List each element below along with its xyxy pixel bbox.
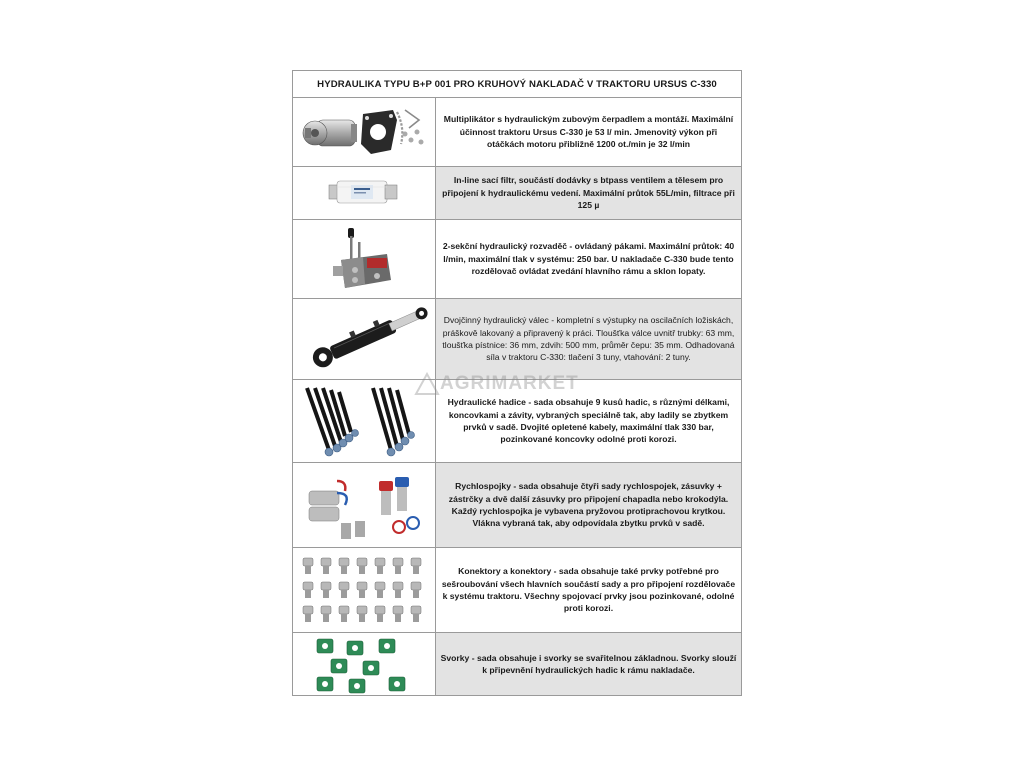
table-row xyxy=(293,380,741,463)
fitting-icon xyxy=(321,582,331,598)
row-description: Konektory a konektory - sada obsahuje také prvky potřebné pro sešroubování všech hlavních součástí sady a pro připojení rozdělovače k systému traktoru. Všechny spojovací prvky jsou pozinkované, odolné proti korozi. xyxy=(436,548,741,632)
fitting-icon xyxy=(375,582,385,598)
fitting-icon xyxy=(357,558,367,574)
watermark-text: AGRIMARKET xyxy=(440,373,579,394)
table-row xyxy=(293,633,741,695)
row-description: In-line sací filtr, součástí dodávky s btpass ventilem a tělesem pro připojení k hydraulickému vedení. Maximální průtok 55L/min, filtrace při 125 µ xyxy=(436,167,741,219)
product-table xyxy=(292,70,742,696)
filter-image xyxy=(293,167,436,219)
fitting-icon xyxy=(321,558,331,574)
fitting-icon xyxy=(339,558,349,574)
fitting-icon xyxy=(375,558,385,574)
fitting-icon xyxy=(339,606,349,622)
table-row xyxy=(293,98,741,167)
row-description: Dvojčinný hydraulický válec - kompletní s výstupky na oscilačních ložiskách, práškově lakovaný a připravený k práci. Tloušťka válce uvnitř trubky: 63 mm, tloušťka pístnice: 36 mm, zdvih: 500 mm, průměr čepu: 35 mm. Odhadovaná síla v traktoru C-330: tlačení 3 tuny, vtahování: 2 tuny. xyxy=(436,299,741,379)
fitting-icon xyxy=(339,582,349,598)
fitting-icon xyxy=(411,558,421,574)
fitting-icon xyxy=(411,582,421,598)
valve-image xyxy=(293,220,436,298)
table-row xyxy=(293,220,741,299)
row-description: Hydraulické hadice - sada obsahuje 9 kusů hadic, s různými délkami, koncovkami a závity, vybraných speciálně tak, aby ladily se zbytkem prvků v sadě. Dvojité opletené kabely, maximální tlak 330 bar, pozinkované koncovky odolné proti korozi. xyxy=(436,380,741,462)
fitting-icon xyxy=(393,582,403,598)
fitting-icon xyxy=(393,606,403,622)
clamps-image xyxy=(293,633,436,695)
table-row xyxy=(293,167,741,220)
quick-couplers-image xyxy=(293,463,436,547)
fitting-icon xyxy=(303,558,313,574)
row-description: 2-sekční hydraulický rozvaděč - ovládaný pákami. Maximální průtok: 40 l/min, maximální tlak v systému: 250 bar. U nakladače C-330 bude tento rozdělovač ovládat zvedání hlavního rámu a sklon lopaty. xyxy=(436,220,741,298)
row-description: Multiplikátor s hydraulickým zubovým čerpadlem a montáží. Maximální účinnost traktoru Ursus C-330 je 53 l/ min. Jmenovitý výkon při otáčkách motoru přibližně 1200 ot./min je 32 l/min xyxy=(436,98,741,166)
cylinder-image xyxy=(293,299,436,379)
row-description: Rychlospojky - sada obsahuje čtyři sady rychlospojek, zásuvky + zástrčky a dvě další zásuvky pro připojení chapadla nebo krokodýla. Každý rychlospojka je vybavena pryžovou protiprachovou krytkou. Vlákna vybraná tak, aby odpovídala zbytku prvků v sadě. xyxy=(436,463,741,547)
row-description: Svorky - sada obsahuje i svorky se svařitelnou základnou. Svorky slouží k připevnění hydraulických hadic k rámu nakladače. xyxy=(436,633,741,695)
fitting-icon xyxy=(411,606,421,622)
table-row xyxy=(293,299,741,380)
pump-with-bracket-image xyxy=(293,98,436,166)
fitting-icon xyxy=(303,582,313,598)
fitting-icon xyxy=(393,558,403,574)
hoses-image xyxy=(293,380,436,462)
table-row xyxy=(293,548,741,633)
fitting-icon xyxy=(321,606,331,622)
connectors-image xyxy=(293,548,436,632)
fitting-icon xyxy=(357,606,367,622)
fitting-icon xyxy=(375,606,385,622)
table-row xyxy=(293,463,741,548)
fitting-icon xyxy=(303,606,313,622)
fitting-icon xyxy=(357,582,367,598)
table-title: HYDRAULIKA TYPU B+P 001 PRO KRUHOVÝ NAKLADAČ V TRAKTORU URSUS C-330 xyxy=(293,71,741,98)
